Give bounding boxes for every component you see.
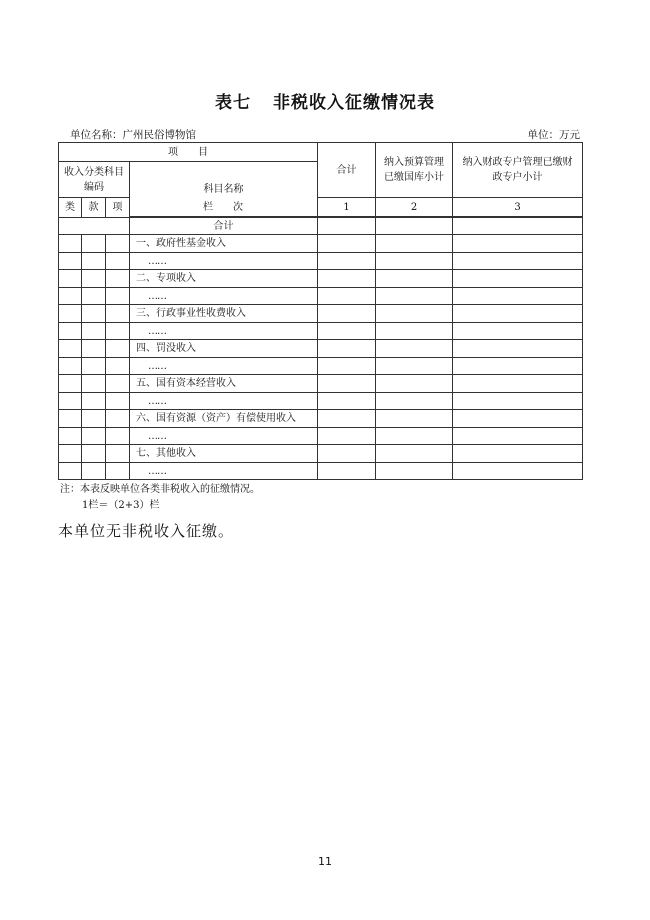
table-notes <box>60 482 260 514</box>
header-subject-name: 科目名称 <box>130 162 318 217</box>
table-row: 六、国有资源（资产）有偿使用收入 <box>130 410 318 428</box>
header-total: 合计 <box>318 143 376 198</box>
column-number-2: 2 <box>376 198 453 217</box>
body-statement: 本单位无非税收入征缴。 <box>58 522 235 540</box>
header-budget: 纳入预算管理已缴国库小计 <box>376 143 453 198</box>
table-row: …… <box>130 393 318 410</box>
note-line-2: 1栏＝（2+3）栏 <box>82 500 160 511</box>
unit-name: 单位名称：广州民俗博物馆 <box>70 129 196 141</box>
header-class: 类 <box>59 198 82 218</box>
title-main: 非税收入征缴情况表 <box>273 93 435 113</box>
table-row: …… <box>130 428 318 445</box>
page-title <box>0 88 650 113</box>
table-row: 二、专项收入 <box>130 270 318 288</box>
table-row: 七、其他收入 <box>130 445 318 463</box>
header-special: 纳入财政专户管理已缴财政专户小计 <box>453 143 583 198</box>
page-number: 11 <box>318 855 332 868</box>
table-row: …… <box>130 323 318 340</box>
table-row: 三、行政事业性收费收入 <box>130 305 318 323</box>
revenue-table <box>58 142 583 480</box>
table-row: …… <box>130 463 318 480</box>
total-row-label: 合计 <box>130 218 318 235</box>
table-row: …… <box>130 288 318 305</box>
header-subitem: 项 <box>106 198 130 218</box>
column-number-3: 3 <box>453 198 583 217</box>
table-row: …… <box>130 253 318 270</box>
table-row: …… <box>130 358 318 375</box>
title-prefix: 表七 <box>215 93 251 113</box>
header-section: 款 <box>82 198 106 218</box>
table-row: 五、国有资本经营收入 <box>130 375 318 393</box>
table-row: 四、罚没收入 <box>130 340 318 358</box>
column-number-1: 1 <box>318 198 376 217</box>
blank-cell <box>59 218 130 235</box>
column-row-label: 栏 次 <box>203 202 243 213</box>
note-line-1: 注：本表反映单位各类非税收入的征缴情况。 <box>60 484 260 495</box>
header-category-code: 收入分类科目编码 <box>59 162 130 198</box>
table-row: 一、政府性基金收入 <box>130 235 318 253</box>
currency-unit: 单位：万元 <box>527 129 580 141</box>
header-item: 项 目 <box>59 143 318 162</box>
